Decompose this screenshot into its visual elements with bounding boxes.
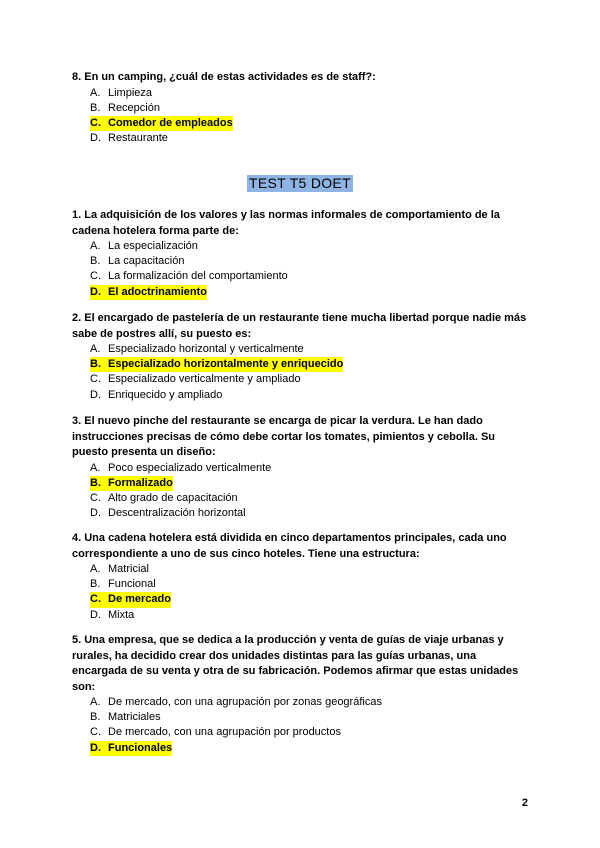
option-letter: D. <box>90 608 101 621</box>
option-letter: B. <box>90 357 108 372</box>
option-text: Recepción <box>108 101 160 114</box>
option-text: Formalizado <box>108 476 173 491</box>
option-text: Funcionales <box>108 741 172 756</box>
option-d-correct <box>72 285 532 300</box>
question-text: 8. En un camping, ¿cuál de estas actividades es de staff?: <box>72 71 376 83</box>
option-letter: A. <box>90 240 101 252</box>
option-letter: C. <box>90 592 108 607</box>
option-letter: D. <box>90 388 101 401</box>
option-b-correct <box>72 476 532 491</box>
option-a <box>72 342 532 357</box>
question-text: 3. El nuevo pinche del restaurante se encarga de picar la verdura. Le han dado instrucciones precisas de cómo debe cortar los tomates, pimientos y cebolla. Su puesto presenta un diseño: <box>72 415 496 458</box>
option-b <box>72 577 532 592</box>
question-block-1 <box>72 208 532 300</box>
options-list <box>72 695 532 756</box>
option-c-correct <box>72 116 532 131</box>
option-letter: B. <box>90 578 101 591</box>
options-list <box>72 86 532 147</box>
options-list <box>72 342 532 403</box>
option-text: Restaurante <box>108 132 168 145</box>
option-letter: A. <box>90 696 101 708</box>
question-block-3 <box>72 414 532 521</box>
option-letter: C. <box>90 726 101 739</box>
option-text: De mercado <box>108 592 171 607</box>
option-c <box>72 725 532 740</box>
options-list <box>72 239 532 300</box>
option-letter: B. <box>90 255 101 268</box>
option-text: La formalización del comportamiento <box>108 270 288 283</box>
option-text: La capacitación <box>108 255 185 268</box>
option-d <box>72 608 532 623</box>
option-a <box>72 461 532 476</box>
option-text: El adoctrinamiento <box>108 285 207 300</box>
option-letter: B. <box>90 101 101 114</box>
question-text: 5. Una empresa, que se dedica a la producción y venta de guías de viaje urbanas y rurales, ha decidido crear dos unidades distintas para las guías urbanas, una encargada de su venta y otra de su fabricación. Podemos afirmar que estas unidades son: <box>72 634 519 693</box>
option-text: La especialización <box>108 240 198 252</box>
option-c <box>72 491 532 506</box>
option-text: Funcional <box>108 578 156 591</box>
options-list <box>72 461 532 522</box>
option-letter: C. <box>90 373 101 386</box>
option-text: De mercado, con una agrupación por productos <box>108 726 341 739</box>
option-letter: B. <box>90 476 108 491</box>
option-text: Descentralización horizontal <box>108 507 246 520</box>
option-letter: A. <box>90 86 101 99</box>
option-letter: B. <box>90 711 101 724</box>
question-text: 2. El encargado de pastelería de un restaurante tiene mucha libertad porque nadie más sabe de postres allí, su puesto es: <box>72 312 527 340</box>
option-d <box>72 388 532 403</box>
option-a <box>72 86 532 101</box>
option-text: Especializado horizontalmente y enriquecido <box>108 357 343 372</box>
question-block-4 <box>72 531 532 623</box>
option-d <box>72 131 532 146</box>
option-text: Especializado horizontal y verticalmente <box>108 343 304 355</box>
option-letter: A. <box>90 461 101 474</box>
question-block-5 <box>72 633 532 756</box>
option-letter: D. <box>90 507 101 520</box>
option-text: Limpieza <box>108 86 153 99</box>
option-letter: C. <box>90 491 101 504</box>
option-d <box>72 506 532 521</box>
option-text: Matricial <box>108 563 149 575</box>
option-c <box>72 372 532 387</box>
page-number: 2 <box>521 797 528 809</box>
option-b <box>72 710 532 725</box>
option-text: Matriciales <box>108 711 161 724</box>
option-c-correct <box>72 592 532 607</box>
option-letter: A. <box>90 343 101 355</box>
option-a <box>72 239 532 254</box>
title-wrapper <box>0 175 600 193</box>
option-text: Especializado verticalmente y ampliado <box>108 373 301 386</box>
question-block-2 <box>72 311 532 403</box>
option-letter: D. <box>90 285 108 300</box>
option-a <box>72 695 532 710</box>
option-c <box>72 269 532 284</box>
option-letter: D. <box>90 132 101 145</box>
option-letter: A. <box>90 563 101 575</box>
page-title: TEST T5 DOET <box>249 175 351 191</box>
question-block-8 <box>72 70 532 146</box>
option-letter: C. <box>90 116 108 131</box>
option-d-correct <box>72 741 532 756</box>
option-text: Comedor de empleados <box>108 116 233 131</box>
option-text: Enriquecido y ampliado <box>108 388 223 401</box>
option-text: Poco especializado verticalmente <box>108 461 272 474</box>
question-text: 1. La adquisición de los valores y las normas informales de comportamiento de la cadena hotelera forma parte de: <box>72 209 500 237</box>
option-letter: D. <box>90 741 108 756</box>
option-a <box>72 562 532 577</box>
option-b <box>72 101 532 116</box>
option-letter: C. <box>90 270 101 283</box>
option-text: Mixta <box>108 608 135 621</box>
options-list <box>72 562 532 623</box>
option-text: De mercado, con una agrupación por zonas geográficas <box>108 696 382 708</box>
question-text: 4. Una cadena hotelera está dividida en cinco departamentos principales, cada uno correspondiente a uno de sus cinco hoteles. Tiene una estructura: <box>72 532 507 560</box>
option-b <box>72 254 532 269</box>
option-b-correct <box>72 357 532 372</box>
option-text: Alto grado de capacitación <box>108 491 238 504</box>
